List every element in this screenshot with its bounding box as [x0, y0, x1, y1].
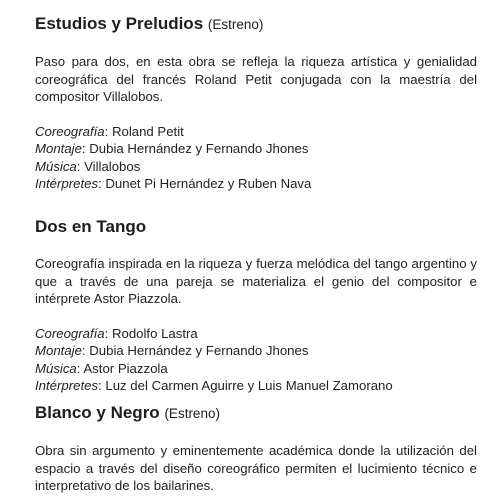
- credit-role: Coreografía: [35, 123, 105, 139]
- premiere-note: (Estreno): [207, 17, 264, 32]
- piece-title-text: Estudios y Preludios: [35, 14, 204, 33]
- piece-blanco-y-negro: [35, 402, 477, 495]
- credit-line: Coreografía: Rodolfo Lastra: [35, 325, 198, 341]
- credit-value: Rodolfo Lastra: [111, 325, 198, 341]
- credit-value: Astor Piazzola: [83, 360, 168, 376]
- credit-role: Música: [35, 158, 77, 174]
- credit-line: Montaje: Dubia Hernández y Fernando Jhones: [35, 343, 309, 358]
- credit-value: Luz del Carmen Aguirre y Luis Manuel Zamorano: [105, 378, 393, 393]
- credit-role: Intérpretes: [35, 378, 99, 393]
- credit-line: Música: Villalobos: [35, 158, 141, 174]
- piece-title: [35, 216, 477, 238]
- credit-line: Intérpretes: Luz del Carmen Aguirre y Luis Manuel Zamorano: [35, 378, 393, 393]
- premiere-note: (Estreno): [164, 406, 220, 421]
- piece-title: [35, 402, 477, 425]
- credit-value: Roland Petit: [111, 123, 184, 139]
- credit-role: Montaje: [35, 141, 82, 156]
- credit-role: Coreografía: [35, 325, 105, 341]
- credit-line: Música: Astor Piazzola: [35, 360, 168, 376]
- piece-credits: [35, 325, 477, 395]
- credit-value: Dubia Hernández y Fernando Jhones: [89, 141, 309, 156]
- piece-description: Paso para dos, en esta obra se refleja la riqueza artística y genialidad coreográfica del francés Roland Petit conjugada con la maestría del compositor Villalobos.: [35, 54, 477, 104]
- piece-description: Coreografía inspirada en la riqueza y fuerza melódica del tango argentino y que a través de una pareja se materializa el genio del compositor e intérprete Astor Piazzola.: [35, 256, 477, 306]
- piece-estudios-y-preludios: [35, 13, 477, 193]
- piece-title-text: Blanco y Negro: [35, 403, 160, 422]
- piece-dos-en-tango: [35, 216, 477, 395]
- credit-value: Dubia Hernández y Fernando Jhones: [89, 343, 309, 358]
- credit-line: Intérpretes: Dunet Pi Hernández y Ruben Nava: [35, 176, 312, 191]
- credit-role: Música: [35, 360, 77, 376]
- credit-role: Montaje: [35, 343, 82, 358]
- credit-value: Dunet Pi Hernández y Ruben Nava: [105, 176, 312, 191]
- piece-title: [35, 13, 477, 36]
- piece-title-text: Dos en Tango: [35, 217, 147, 236]
- credit-line: Coreografía: Roland Petit: [35, 123, 184, 139]
- credit-line: Montaje: Dubia Hernández y Fernando Jhones: [35, 141, 309, 156]
- piece-credits: [35, 123, 477, 193]
- credit-value: Villalobos: [84, 158, 141, 174]
- piece-description: Obra sin argumento y eminentemente académica donde la utilización del espacio a través del diseño coreográfico permiten el lucimiento técnico e interpretativo de los bailarines.: [35, 443, 477, 493]
- credit-role: Intérpretes: [35, 176, 99, 191]
